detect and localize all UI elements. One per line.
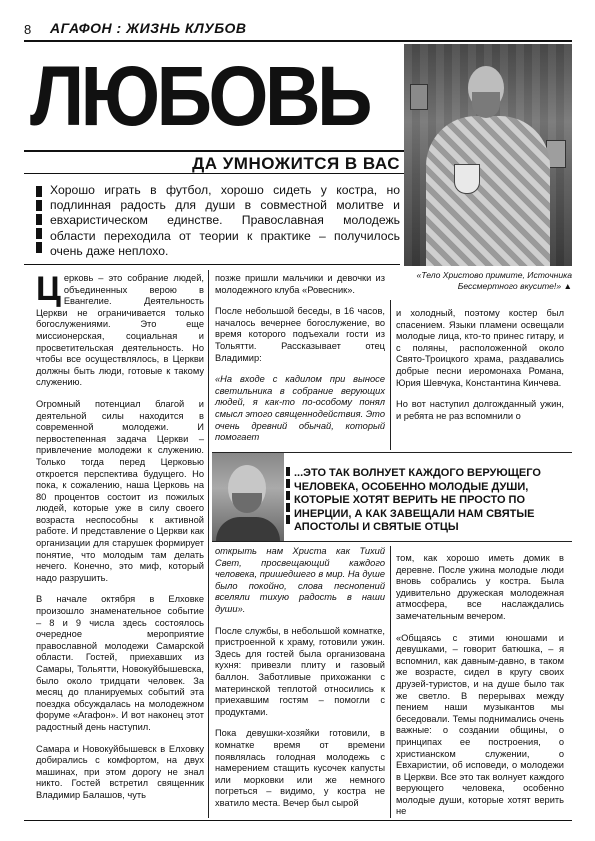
paragraph: В начале октября в Елховке произошло знаменательное событие – 8 и 9 числа здесь состоялось очередное мероприятие православной молодежи Самарской области. Гостей, приехавших из Самары, Тольятти, Новокуйбышевска, было около тридцати человек. За месяц до планируемых событий эта поездка обсуждалась на молодежном форуме «Агафон». И вот наконец этот радостный день наступил.: [36, 594, 204, 732]
quote-paragraph: открыть нам Христа как Тихий Свет, просвещающий каждого человека, пришедшего в мир. На душе было покойно, слова песнопений вселяли тихую радость в наши души».: [215, 546, 385, 614]
paragraph: том, как хорошо иметь домик в деревне. После ужина молодые люди вновь собрались у костра. Была удивительно дружеская молодежная атмосфера, все наслаждались замечательным вечером.: [396, 553, 564, 621]
quote-photo: [212, 453, 284, 541]
photo-caption: «Тело Христово примите, Источника Бессмертного вкусите!» ▲: [416, 270, 572, 291]
paragraph: После службы, в небольшой комнатке, пристроенной к храму, готовили ужин. Здесь для гостей была организована кухня: привезли плиту и газовый баллон. Заботливые прихожанки с материнской теплотой относились к приехавшим гостям – помогли с продуктами.: [215, 625, 385, 717]
paragraph: После небольшой беседы, в 16 часов, началось вечернее богослужение, во время которого подъехали гости из Тольятти. Рассказывает отец Владимир:: [215, 306, 385, 363]
article-column-1: [36, 270, 204, 812]
priest-photo: [404, 44, 572, 266]
article-column-2-bottom: [215, 546, 385, 819]
pull-quote: [212, 452, 572, 542]
vestment: [426, 116, 550, 266]
article-column-2-top: [215, 273, 385, 454]
paragraph: Но вот наступил долгожданный ужин, и ребята не раз вспомнили о: [396, 399, 564, 421]
page-number: 8: [24, 22, 32, 37]
paragraph: позже пришли мальчики и девочки из молодежного клуба «Ровесник».: [215, 273, 385, 295]
section-title: АГАФОН : ЖИЗНЬ КЛУБОВ: [50, 20, 247, 36]
column-divider-1: [208, 270, 209, 818]
paragraph: Пока девушки-хозяйки готовили, в комнатке время от времени появлялась голодная молодежь с намерением стащить кусочек капусты или морковки или же немного погреться – видимо, у костра не хватило места. Вечер был сырой: [215, 728, 385, 808]
pull-quote-text: ...ЭТО ТАК ВОЛНУЕТ КАЖДОГО ВЕРУЮЩЕГО ЧЕЛОВЕКА, ОСОБЕННО МОЛОДЫЕ ДУШИ, КОТОРЫЕ ХОТЯТ ВЕРИТЬ НЕ ПРОСТО ПО ИНЕРЦИИ, А КАК ЗАВЕЩАЛИ НАМ СВЯТЫЕ АПОСТОЛЫ И СВЯТЫЕ ОТЦЫ: [294, 467, 541, 534]
paragraph: Огромный потенциал благой и деятельной силы находится в современной молодежи. И первостепенная задача Церкви – привлечение молодежи к служению. Только тогда перед Церковью откроется перспектива будущего. Но пока, к сожалению, наша Церковь на 80 процентов состоит из пожилых людей, которые уже в силу своего возраста неспособны к активной работе. И представление о Церкви как организации для старушек формирует понятие, что молодым там делать нечего. Конечно, это миф, который надо разрушить.: [36, 398, 204, 583]
article-column-3-top: [396, 308, 564, 432]
drop-cap: Ц: [36, 270, 61, 308]
paragraph: и холодный, поэтому костер был спасением. Языки пламени освещали молодые лица, кто-то принес гитару, и с поляны, расположенной около Свято-Троицкого храма, раздавались добрые песни иеромонаха Романа, Юрия Шевчука, Константина Кинчева.: [396, 308, 564, 388]
bottom-rule: [24, 820, 572, 821]
paragraph: «Общаясь с этими юношами и девушками, – говорит батюшка, – я вспомнил, как давным-давно, в таком же возрасте, сидел в кругу своих друзей-туристов, и на душе было так же светло. В перерывах между пением наши музыкантов мы беседовали. Темы поднимались очень важные: о создании общины, о принципах ее построения, о христианском служении, о Евхаристии, об исповеди, о молодежи в Церкви. Все это так волнует каждого верующего человека, особенно молодые души, которые хотят верить не: [396, 632, 564, 817]
quote-paragraph: «На входе с кадилом при выносе светильника в собрание верующих людей, я как-то по-особому понял смысл этого священнодействия. Это очень древний обычай, который помогает: [215, 374, 385, 443]
wall-icon-left: [410, 84, 428, 110]
man-shirt: [216, 517, 280, 541]
article-column-3-bottom: [396, 553, 564, 828]
paragraph-text: ерковь – это собрание людей, объединенных верою в Евангелие. Деятельность Церкви не ограничивается только богослужениями. Это еще миссионерская, социальная и просветительская деятельность. Но чтобы все осуществлялось, в Церкви должны быть люди, готовые к такому служению.: [36, 273, 204, 388]
header-divider: [24, 264, 400, 265]
quote-accent-bar: [286, 467, 290, 527]
paragraph: [36, 270, 204, 389]
column-divider-2-top: [390, 300, 391, 450]
man-beard: [232, 493, 262, 513]
lead-paragraph: Хорошо играть в футбол, хорошо сидеть у костра, но подлинная радость для души в совместной молитве и евхаристическом единстве. Православная молодежь области переходила от теории к практике – получилось очень даже неплохо.: [50, 183, 400, 258]
lead-accent-bar: [36, 186, 42, 256]
page-header: [24, 20, 572, 42]
paragraph: Самара и Новокуйбышевск в Елховку добирались с комфортом, на двух машинах, при этом дорогу не знал никто. Гостей встретил священник Владимир Балашов, чуть: [36, 743, 204, 800]
chalice: [454, 164, 480, 194]
article-title: ЛЮБОВЬ: [30, 49, 369, 143]
subtitle-bar: [24, 150, 410, 174]
article-subtitle: ДА УМНОЖИТСЯ В ВАС: [192, 154, 400, 173]
column-divider-2-bottom: [390, 546, 391, 818]
